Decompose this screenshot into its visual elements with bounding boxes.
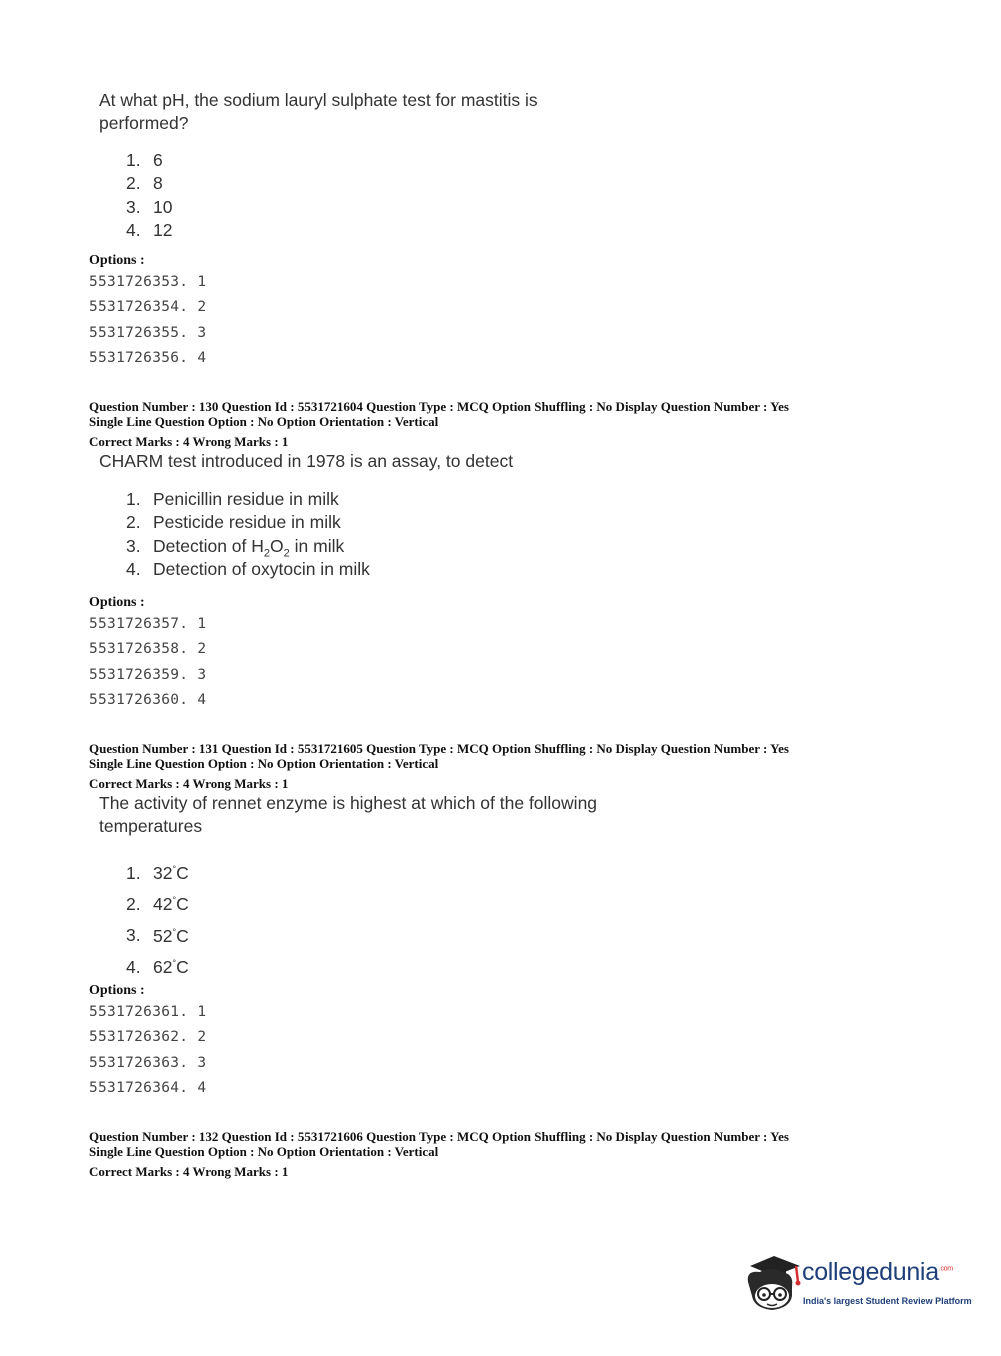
options-label: Options : <box>89 595 145 610</box>
question-metadata: Question Number : 130 Question Id : 5531721604 Question Type : MCQ Option Shuffling : No Display Question Number : Yes Single Line Question Option : No Option Orientation : Vertical Correct Marks : 4 Wrong Marks : 1 <box>89 399 789 449</box>
option-codes <box>89 612 206 713</box>
answer-choices <box>126 854 189 979</box>
question-text: The activity of rennet enzyme is highest at which of the following temperatures <box>99 793 598 836</box>
answer-choice: 1. 6 <box>126 150 163 170</box>
option-code: 5531726353. 1 <box>89 274 207 290</box>
marks-info: Correct Marks : 4 Wrong Marks : 1 <box>89 1164 289 1179</box>
answer-choice: 4. 12 <box>126 219 173 240</box>
marks-info: Correct Marks : 4 Wrong Marks : 1 <box>89 776 289 791</box>
answer-choice: 1. 32°C <box>126 862 189 883</box>
option-code: 5531726362. 2 <box>89 1029 207 1046</box>
option-code: 5531726363. 3 <box>89 1054 207 1071</box>
question-metadata: Question Number : 131 Question Id : 5531721605 Question Type : MCQ Option Shuffling : No Display Question Number : Yes Single Line Question Option : No Option Orientation : Vertical Correct Marks : 4 Wrong Marks : 1 <box>89 741 789 791</box>
options-label: Options : <box>89 983 145 998</box>
option-code: 5531726357. 1 <box>89 616 207 632</box>
answer-choice: 3. 10 <box>126 196 173 217</box>
collegedunia-logo: collegedunia$^{.com}$ India's largest Student Review Platform <box>742 1252 972 1324</box>
question-text: CHARM test introduced in 1978 is an assay, to detect <box>99 451 514 471</box>
answer-choice: 4. Detection of oxytocin in milk <box>126 558 370 579</box>
answer-choice: 1. Penicillin residue in milk <box>126 489 339 509</box>
mascot-icon <box>742 1252 802 1316</box>
answer-choice: 2. 42°C <box>126 894 189 915</box>
answer-choice: 2. Pesticide residue in milk <box>126 512 341 533</box>
option-code: 5531726356. 4 <box>89 349 207 366</box>
option-code: 5531726358. 2 <box>89 641 207 658</box>
answer-choice: 3. Detection of $H_2O_2$ in milk <box>126 535 345 560</box>
options-label: Options : <box>89 253 145 268</box>
logo-tagline: India's largest Student Review Platform <box>803 1296 972 1306</box>
option-code: 5531726360. 4 <box>89 691 207 708</box>
option-codes <box>89 1000 206 1101</box>
answer-choice: 2. 8 <box>126 173 163 194</box>
answer-choices <box>126 149 172 242</box>
option-code: 5531726361. 1 <box>89 1004 207 1020</box>
option-code: 5531726359. 3 <box>89 666 207 683</box>
answer-choices <box>126 488 370 581</box>
option-codes <box>89 270 206 371</box>
marks-info: Correct Marks : 4 Wrong Marks : 1 <box>89 434 289 449</box>
option-code: 5531726354. 2 <box>89 299 207 316</box>
option-code: 5531726364. 4 <box>89 1079 207 1096</box>
answer-choice: 3. 52°C <box>126 925 189 946</box>
option-code: 5531726355. 3 <box>89 324 207 341</box>
answer-choice: 4. 62°C <box>126 956 189 977</box>
question-text: At what pH, the sodium lauryl sulphate test for mastitis is performed? <box>99 90 538 133</box>
question-metadata: Question Number : 132 Question Id : 5531721606 Question Type : MCQ Option Shuffling : No Display Question Number : Yes Single Line Question Option : No Option Orientation : Vertical Correct Marks : 4 Wrong Marks : 1 <box>89 1129 789 1179</box>
